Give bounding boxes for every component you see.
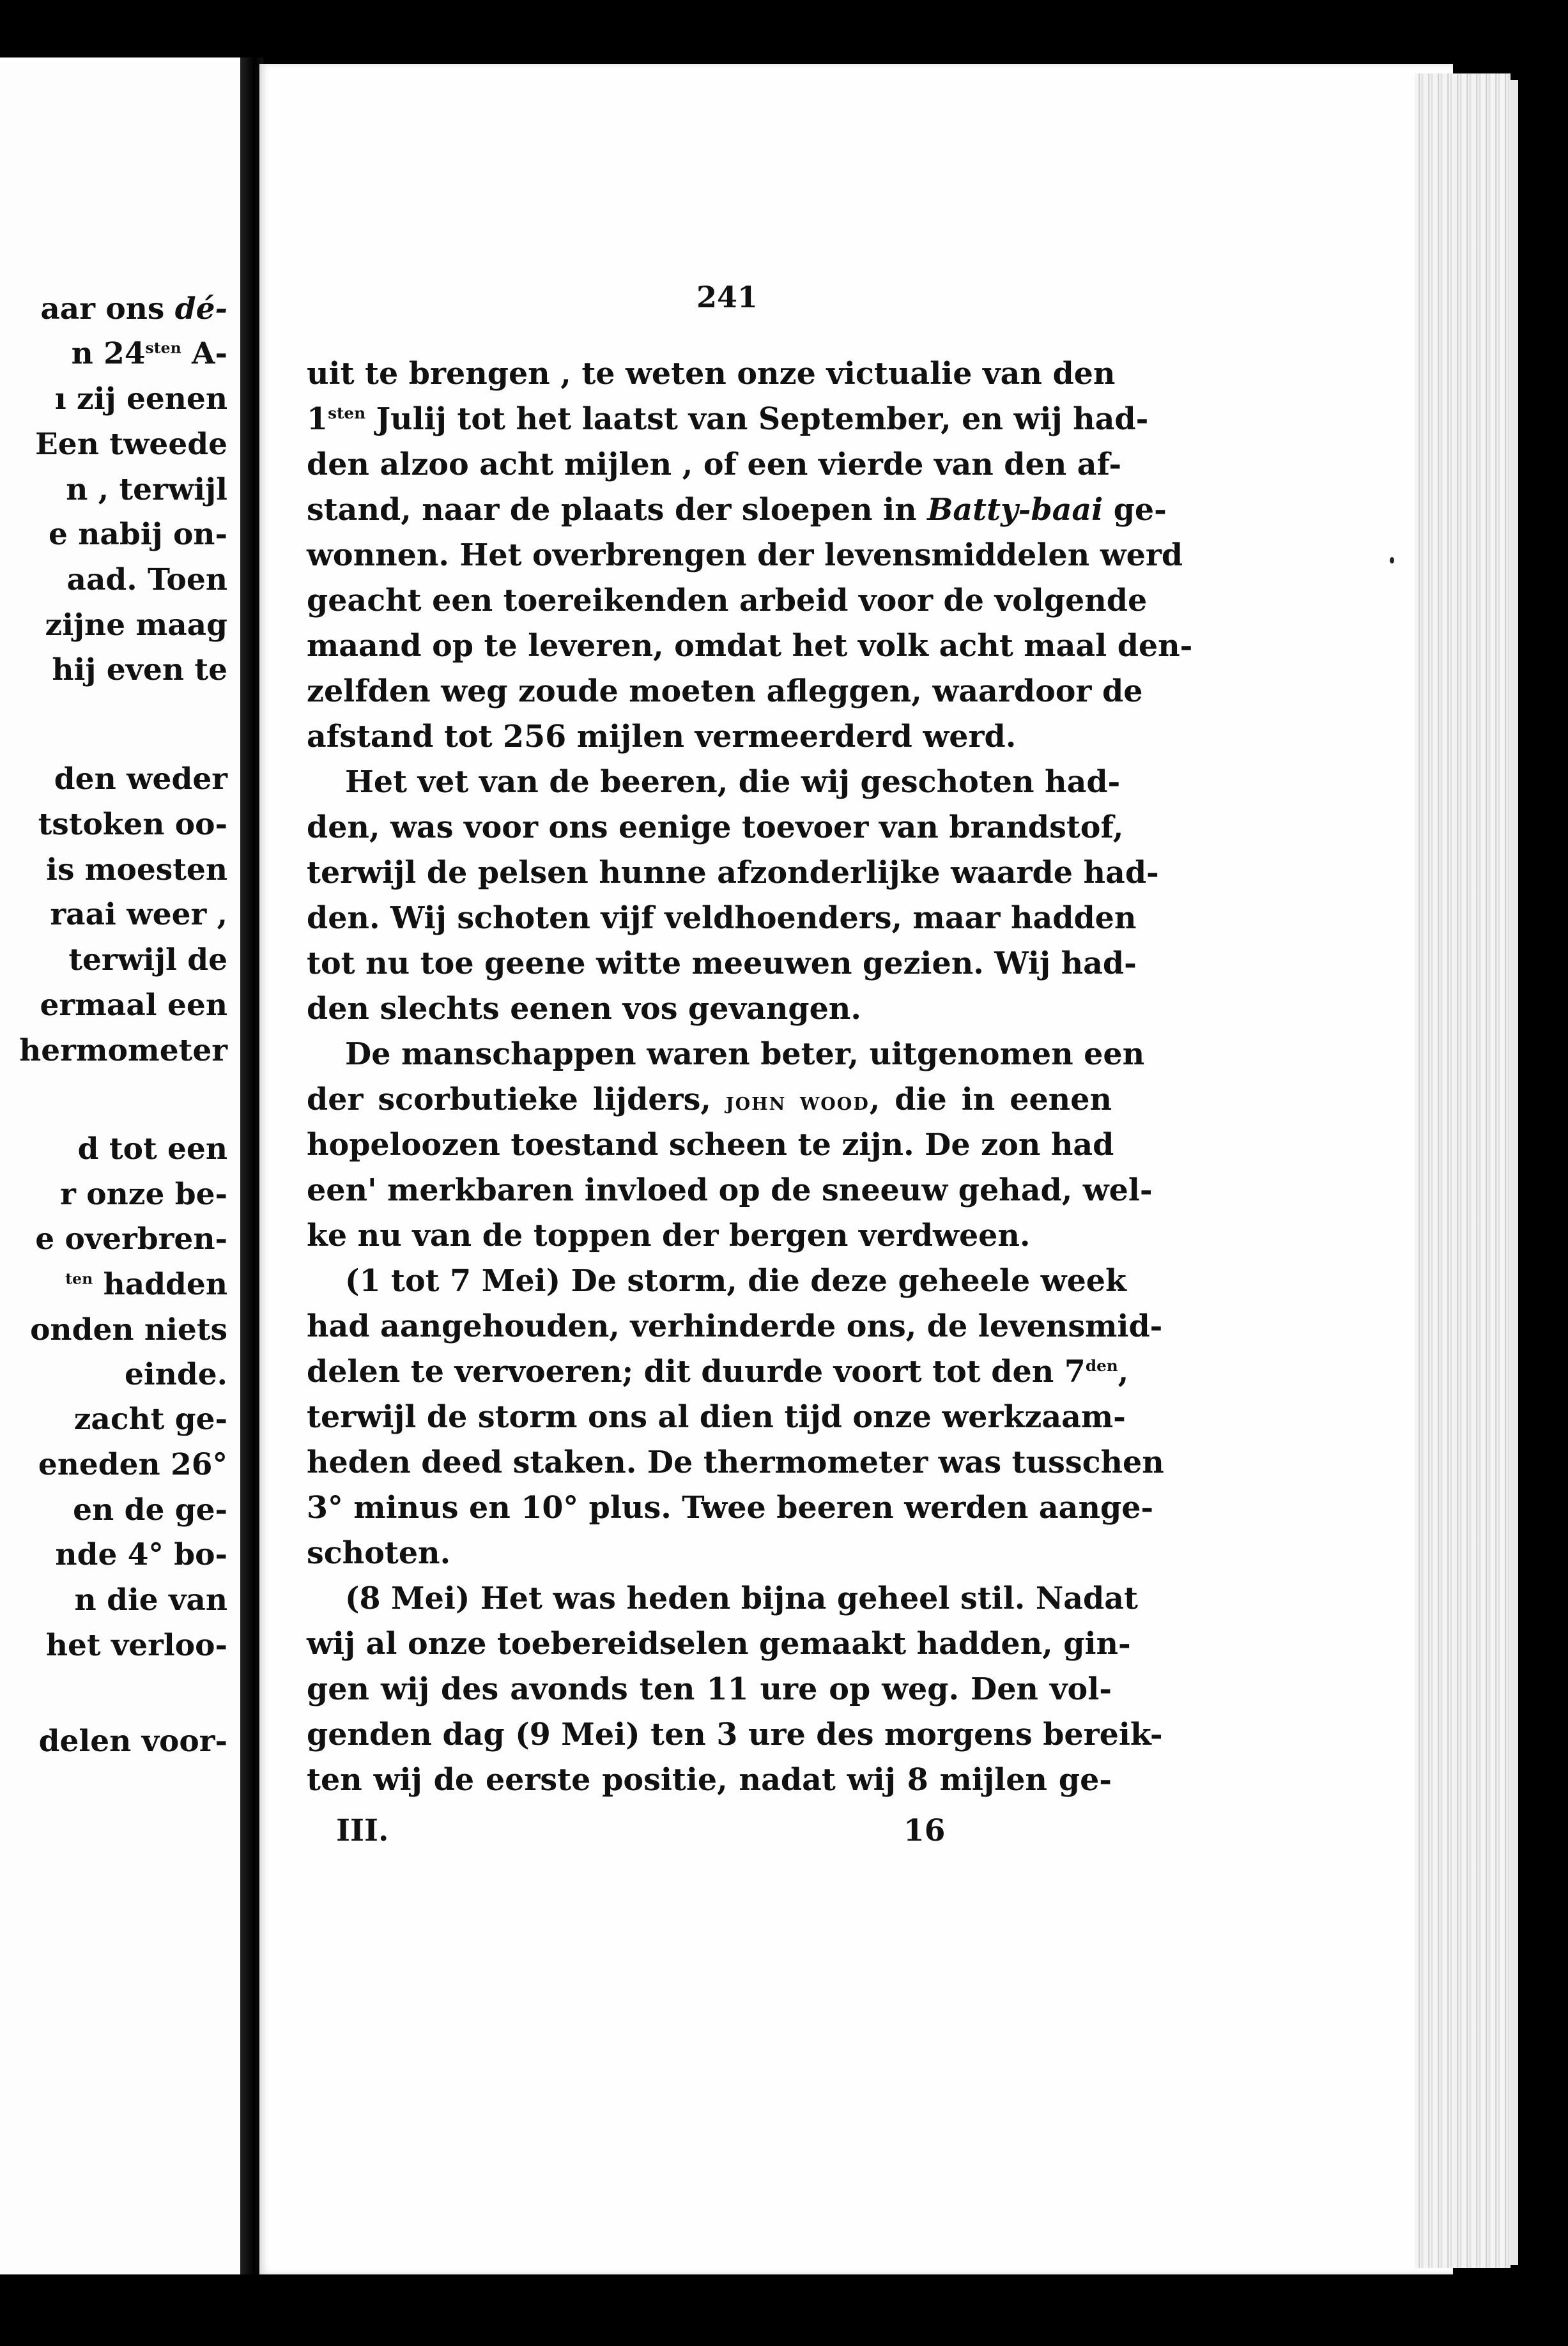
text-line: 3° minus en 10° plus. Twee beeren werden aange- xyxy=(307,1490,1154,1526)
left-page-line: aad. Toen xyxy=(66,562,227,597)
left-page-line: nde 4° bo- xyxy=(55,1537,227,1572)
text-line: maand op te leveren, omdat het volk acht maal den- xyxy=(307,628,1193,664)
left-page-line: n $24^{sten}$ A- xyxy=(71,336,227,371)
left-page-line: hermometer xyxy=(19,1033,227,1068)
text-line: De manschappen waren beter, uitgenomen een xyxy=(345,1036,1145,1072)
left-page-line: e nabij on- xyxy=(48,517,227,552)
left-page-line: n , terwijl xyxy=(66,472,227,507)
text-line: hopeloozen toestand scheen te zijn. De zon had xyxy=(307,1127,1114,1163)
left-page-line: en de ge- xyxy=(73,1492,227,1528)
text-line: den alzoo acht mijlen , of een vierde van den af- xyxy=(307,447,1122,482)
left-page-line: eneden 26° xyxy=(38,1447,227,1482)
left-page-line: n die van xyxy=(74,1583,227,1618)
page-edges-outer xyxy=(1510,80,1518,2265)
text-line: heden deed staken. De thermometer was tusschen xyxy=(307,1445,1164,1480)
left-page-line: den weder xyxy=(54,762,227,797)
left-page-line: einde. xyxy=(124,1357,227,1392)
page-number: 241 xyxy=(696,280,758,314)
text-line: der scorbutieke lijders, john wood, die in eenen xyxy=(307,1082,1112,1117)
text-line: ke nu van de toppen der bergen verdween. xyxy=(307,1218,1031,1254)
left-page-line: tstoken oo- xyxy=(38,807,227,842)
text-line: wonnen. Het overbrengen der levensmiddelen werd xyxy=(307,537,1183,573)
text-line: geacht een toereikenden arbeid voor de volgende xyxy=(307,583,1148,618)
left-page-line: zacht ge- xyxy=(73,1402,227,1437)
left-page-line: d tot een xyxy=(77,1131,227,1167)
text-line: ten wij de eerste positie, nadat wij 8 mijlen ge- xyxy=(307,1762,1112,1798)
speck-mark xyxy=(1390,557,1394,564)
text-line: delen te vervoeren; dit duurde voort tot den $7^{den}$, xyxy=(307,1354,1129,1390)
page-edges xyxy=(1415,73,1510,2268)
text-line: tot nu toe geene witte meeuwen gezien. Wij had- xyxy=(307,946,1137,981)
body-text xyxy=(307,351,1193,1803)
left-page-line: ermaal een xyxy=(40,988,227,1023)
text-line: terwijl de pelsen hunne afzonderlijke waarde had- xyxy=(307,855,1159,891)
left-page-line: terwijl de xyxy=(68,942,227,977)
left-page-line: e overbren- xyxy=(35,1222,227,1257)
left-page-line: $^{ten}$ hadden xyxy=(65,1267,227,1302)
text-line: (1 tot 7 Mei) De storm, die deze geheele week xyxy=(345,1263,1126,1299)
text-line: afstand tot 256 mijlen vermeerderd werd. xyxy=(307,719,1017,755)
text-line: Het vet van de beeren, die wij geschoten had- xyxy=(345,764,1121,800)
previous-page-fragment xyxy=(0,57,240,2274)
left-page-line: onden niets xyxy=(30,1312,227,1347)
text-line: den slechts eenen vos gevangen. xyxy=(307,991,861,1027)
left-page-line: het verloo- xyxy=(45,1628,227,1663)
signature-volume: III. xyxy=(336,1813,389,1848)
text-line: stand, naar de plaats der sloepen in Batty-baai ge- xyxy=(307,492,1167,528)
text-line: uit te brengen , te weten onze victualie van den xyxy=(307,356,1116,392)
left-page-line: raai weer , xyxy=(50,897,227,932)
left-page-line: is moesten xyxy=(46,852,227,887)
text-line: wij al onze toebereidselen gemaakt hadden, gin- xyxy=(307,1626,1131,1662)
text-line: (8 Mei) Het was heden bijna geheel stil. Nadat xyxy=(345,1581,1138,1616)
left-page-line: Een tweede xyxy=(35,427,227,462)
text-line: den, was voor ons eenige toevoer van brandstof, xyxy=(307,809,1124,845)
text-line: een' merkbaren invloed op de sneeuw gehad, wel- xyxy=(307,1172,1153,1208)
text-line: had aangehouden, verhinderde ons, de levensmid- xyxy=(307,1308,1163,1344)
text-line: den. Wij schoten vijf veldhoenders, maar hadden xyxy=(307,900,1137,936)
left-page-line: aar ons dé- xyxy=(40,291,227,326)
text-line: $1^{sten}$ Julij tot het laatst van September, en wij had- xyxy=(307,401,1149,437)
left-page-line: zijne maag xyxy=(45,608,227,643)
text-line: gen wij des avonds ten 11 ure op weg. Den vol- xyxy=(307,1671,1112,1707)
text-line: zelfden weg zoude moeten afleggen, waardoor de xyxy=(307,673,1143,709)
left-page-line: hij even te xyxy=(52,652,227,687)
left-page-line: delen voor- xyxy=(38,1724,227,1759)
signature-gathering: 16 xyxy=(903,1813,946,1848)
text-line: terwijl de storm ons al dien tijd onze werkzaam- xyxy=(307,1399,1126,1435)
text-line: genden dag (9 Mei) ten 3 ure des morgens bereik- xyxy=(307,1717,1163,1752)
text-line: schoten. xyxy=(307,1535,451,1571)
left-page-line: r onze be- xyxy=(60,1177,227,1212)
left-page-line: ı zij eenen xyxy=(54,381,227,417)
